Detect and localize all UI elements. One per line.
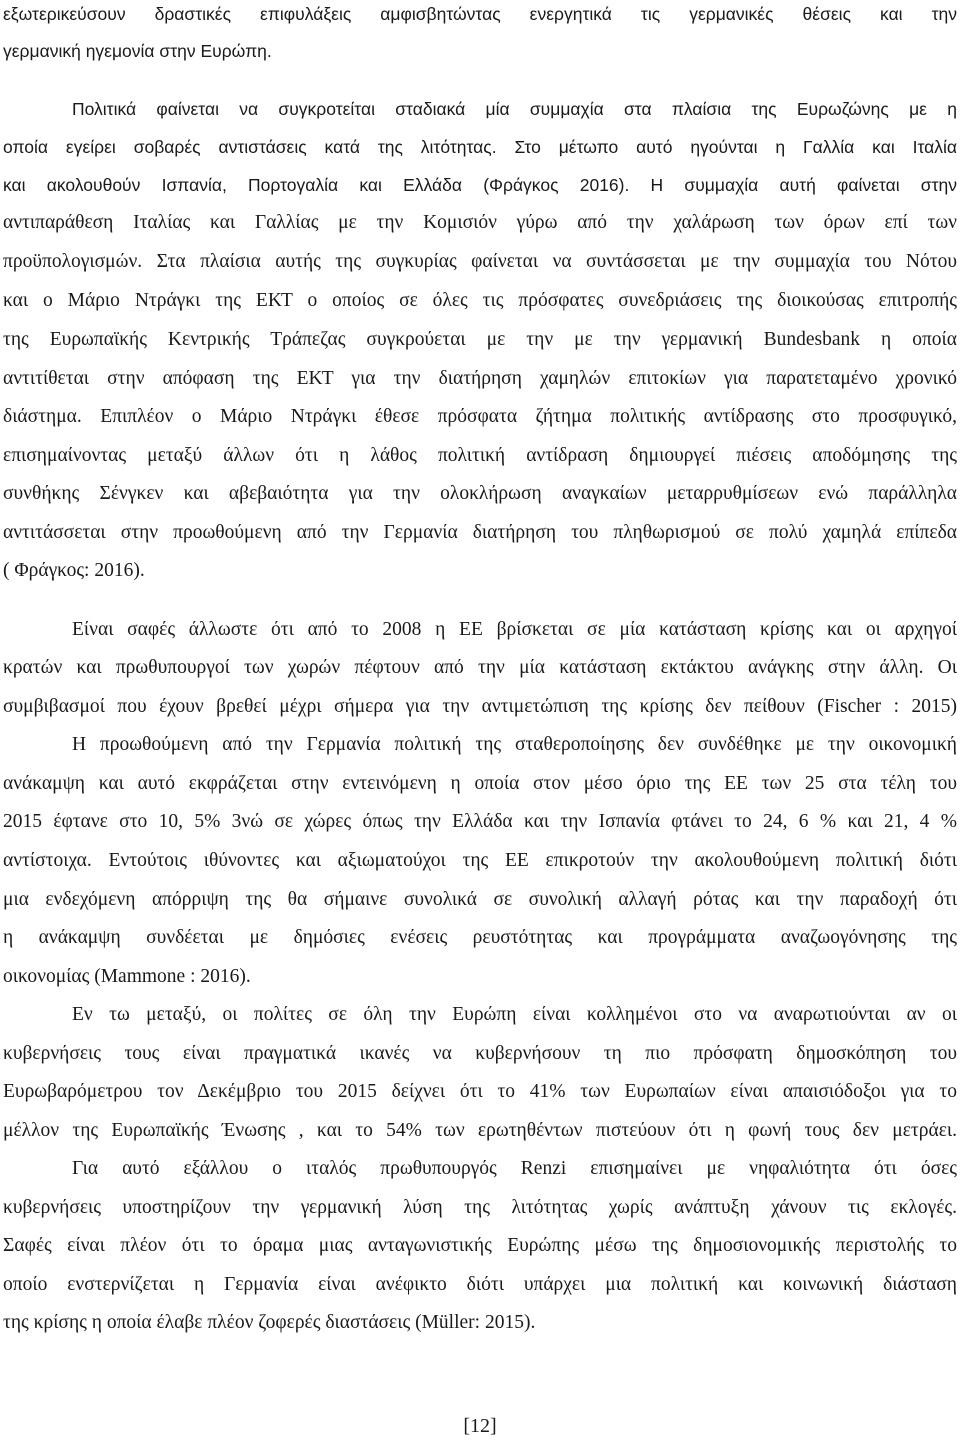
text-line: συνθήκης Σένγκεν και αβεβαιότητα για την ολοκλήρωση αναγκαίων μεταρρυθμίσεων ενώ παράλληλα (3, 483, 957, 504)
text-line: Εν τω μεταξύ, οι πολίτες σε όλη την Ευρώπη είναι κολλημένοι στο να αναρωτιούνται αν οι (72, 1004, 957, 1025)
text-line: Είναι σαφές άλλωστε ότι από το 2008 η ΕΕ βρίσκεται σε μία κατάσταση κρίσης και οι αρχηγοί (72, 619, 957, 640)
text-line: Σαφές είναι πλέον ότι το όραμα μιας ανταγωνιστικής Ευρώπης μέσω της δημοσιονομικής περιστολής το (3, 1235, 957, 1256)
text-line: επισημαίνοντας μεταξύ άλλων ότι η λάθος πολιτική αντίδραση δημιουργεί πιέσεις αποδόμησης της (3, 445, 957, 466)
text-line: της Ευρωπαϊκής Κεντρικής Τράπεζας συγκρούεται με την με την γερμανική Bundesbank η οποία (3, 329, 957, 350)
text-line: κυβερνήσεις υποστηρίζουν την γερμανική λύση της λιτότητας χωρίς ανάπτυξη χάνουν τις εκλογές. (3, 1197, 957, 1218)
text-line: κυβερνήσεις τους είναι πραγματικά ικανές να κυβερνήσουν τη πιο πρόσφατη δημοσκόπηση του (3, 1043, 957, 1064)
text-line: ανάκαμψη και αυτό εκφράζεται στην εντεινόμενη η οποία στον μέσο όριο της ΕΕ των 25 στα τέλη του (3, 773, 957, 794)
text-line: διάστημα. Επιπλέον ο Μάριο Ντράγκι έθεσε πρόσφατα ζήτημα πολιτικής αντίδρασης στο προσφυγικό, (3, 406, 957, 427)
text-line: οικονομίας (Mammone : 2016). (3, 966, 251, 987)
text-line: εξωτερικεύσουν δραστικές επιφυλάξεις αμφισβητώντας ενεργητικά τις γερμανικές θέσεις και την (3, 4, 957, 24)
page-number: [12] (463, 1415, 497, 1437)
text-line: ( Φράγκος: 2016). (3, 560, 145, 581)
text-line: κρατών και πρωθυπουργοί των χωρών πέφτουν από την μία κατάσταση εκτάκτου ανάγκης στην άλλη. Οι (3, 657, 957, 678)
text-line: της κρίσης η οποία έλαβε πλέον ζοφερές διαστάσεις (Müller: 2015). (3, 1312, 536, 1333)
text-line: 2015 έφτανε στο 10, 5% 3νώ σε χώρες όπως την Ελλάδα και την Ισπανία φτάνει το 24, 6 % και 21, 4 % (3, 811, 957, 832)
text-line: αντιτίθεται στην απόφαση της ΕΚΤ για την διατήρηση χαμηλών επιτοκίων για παρατεταμένο χρονικό (3, 368, 957, 389)
text-line: η ανάκαμψη συνδέεται με δημόσιες ενέσεις ρευστότητας και προγράμματα αναζωογόνησης της (3, 927, 957, 948)
text-line: αντιπαράθεση Ιταλίας και Γαλλίας με την Κομισιόν γύρω από την χαλάρωση των όρων επί των (3, 212, 957, 233)
text-line: αντίστοιχα. Εντούτοις ιθύνοντες και αξιωματούχοι της ΕΕ επικροτούν την ακολουθούμενη πολιτική διότι (3, 850, 957, 871)
text-line: μέλλον της Ευρωπαϊκής Ένωσης , και το 54% των ερωτηθέντων πιστεύουν ότι η φωνή τους δεν μετράει. (3, 1120, 957, 1141)
text-line: και ακολουθούν Ισπανία, Πορτογαλία και Ελλάδα (Φράγκος 2016). Η συμμαχία αυτή φαίνεται στην (3, 175, 957, 195)
text-line: συμβιβασμοί που έχουν βρεθεί μέχρι σήμερα για την αντιμετώπιση της κρίσης δεν πείθουν (Fischer : 2015) (3, 696, 957, 717)
text-line: Πολιτικά φαίνεται να συγκροτείται σταδιακά μία συμμαχία στα πλαίσια της Ευρωζώνης με η (72, 99, 957, 119)
text-line: Η προωθούμενη από την Γερμανία πολιτική της σταθεροποίησης δεν συνδέθηκε με την οικονομική (72, 734, 957, 755)
text-line: οποία εγείρει σοβαρές αντιστάσεις κατά της λιτότητας. Στο μέτωπο αυτό ηγούνται η Γαλλία και Ιταλία (3, 137, 957, 157)
text-line: αντιτάσσεται στην προωθούμενη από την Γερμανία διατήρηση του πληθωρισμού σε πολύ χαμηλά επίπεδα (3, 522, 957, 543)
text-line: μια ενδεχόμενη απόρριψη της θα σήμαινε συνολικά σε συνολική αλλαγή ρότας και την παραδοχή ότι (3, 889, 957, 910)
text-line: γερμανική ηγεμονία στην Ευρώπη. (3, 41, 272, 61)
text-line: και ο Μάριο Ντράγκι της ΕΚΤ ο οποίος σε όλες τις πρόσφατες συνεδριάσεις της διοικούσας επιτροπής (3, 290, 957, 311)
text-line: προϋπολογισμών. Στα πλαίσια αυτής της συγκυρίας φαίνεται να συντάσσεται με την συμμαχία του Νότου (3, 251, 957, 272)
text-line: Ευρωβαρόμετρου τον Δεκέμβριο του 2015 δείχνει ότι το 41% των Ευρωπαίων είναι απαισιόδοξοι για το (3, 1081, 957, 1102)
text-line: οποίο ενστερνίζεται η Γερμανία είναι ανέφικτο διότι υπάρχει μια πολιτική και κοινωνική διάσταση (3, 1274, 957, 1295)
text-line: Για αυτό εξάλλου ο ιταλός πρωθυπουργός Renzi επισημαίνει με νηφαλιότητα ότι όσες (72, 1158, 957, 1179)
